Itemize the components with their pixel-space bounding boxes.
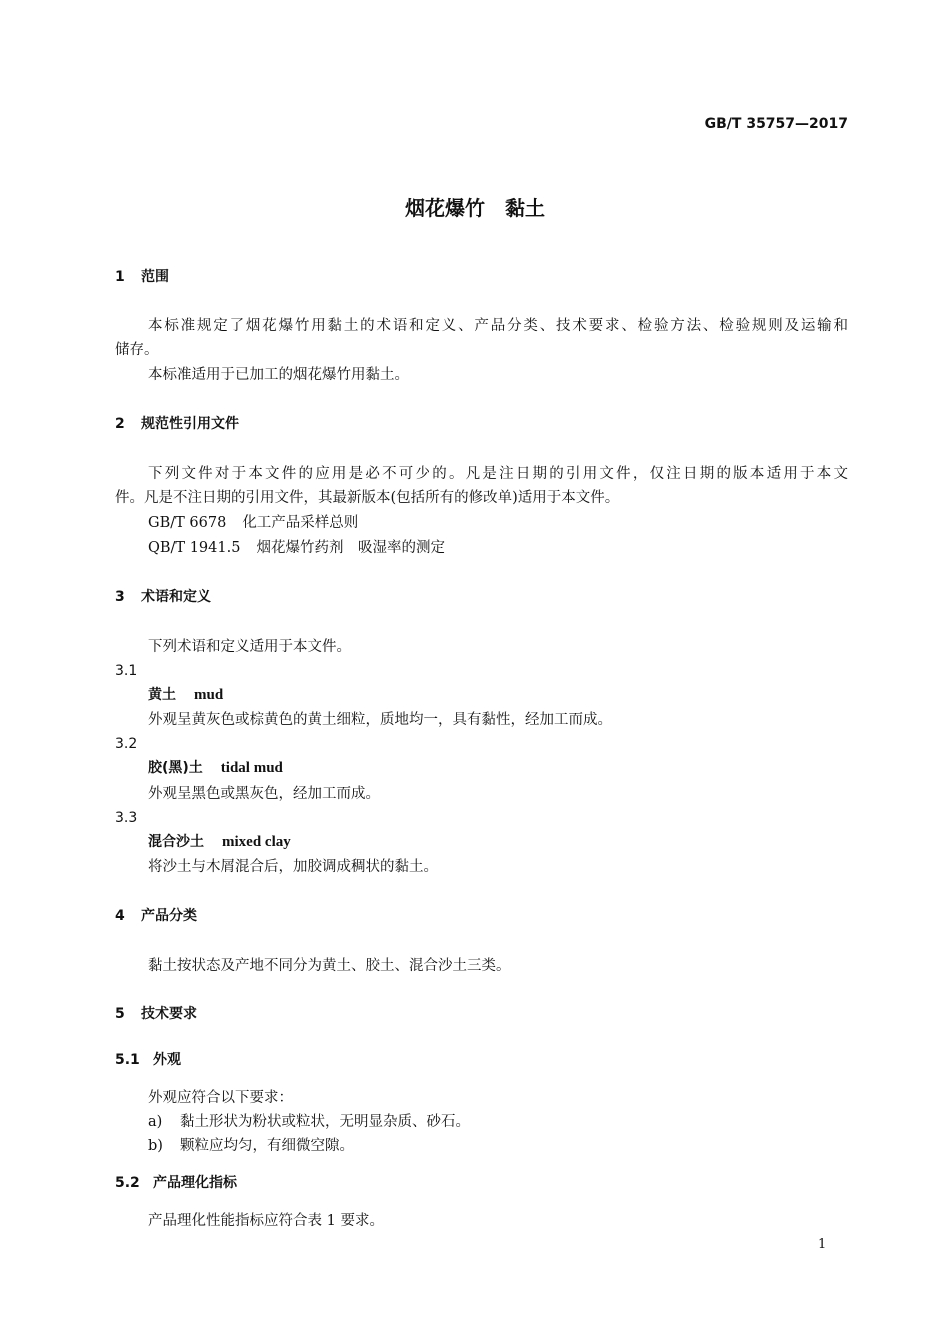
section-3-heading: 3 术语和定义 — [115, 589, 211, 605]
doc-code: GB/T 35757—2017 — [704, 116, 848, 132]
paragraph-line: 储存。 — [115, 342, 159, 358]
section-4-heading: 4 产品分类 — [115, 908, 197, 924]
section-1-heading: 1 范围 — [115, 269, 169, 285]
term-number: 3.1 — [115, 663, 138, 679]
paragraph-line: 件。凡是不注日期的引用文件，其最新版本(包括所有的修改单)适用于本文件。 — [115, 490, 620, 506]
term-title: 混合沙土 mixed clay — [148, 834, 291, 850]
reference-item: QB/T 1941.5 烟花爆竹药剂 吸湿率的测定 — [148, 540, 445, 556]
section-5-2-heading: 5.2 产品理化指标 — [115, 1175, 237, 1191]
list-item: b) 颗粒应均匀，有细微空隙。 — [148, 1138, 354, 1154]
paragraph: 黏土按状态及产地不同分为黄土、胶土、混合沙土三类。 — [148, 958, 511, 974]
page-number: 1 — [818, 1237, 827, 1252]
term-number: 3.3 — [115, 810, 138, 826]
paragraph: 外观应符合以下要求： — [148, 1090, 293, 1106]
term-title: 胶(黑)土 tidal mud — [148, 760, 283, 776]
paragraph: 产品理化性能指标应符合表 1 要求。 — [148, 1213, 384, 1229]
paragraph: 本标准适用于已加工的烟花爆竹用黏土。 — [148, 367, 409, 383]
paragraph-line: 下列文件对于本文件的应用是必不可少的。凡是注日期的引用文件，仅注日期的版本适用于本文 — [148, 466, 848, 482]
term-definition: 将沙土与木屑混合后，加胶调成稠状的黏土。 — [148, 859, 438, 875]
section-2-heading: 2 规范性引用文件 — [115, 416, 239, 432]
page-title: 烟花爆竹 黏土 — [405, 196, 545, 220]
list-item: a) 黏土形状为粉状或粒状，无明显杂质、砂石。 — [148, 1114, 470, 1130]
section-5-1-heading: 5.1 外观 — [115, 1052, 181, 1068]
paragraph-line: 本标准规定了烟花爆竹用黏土的术语和定义、产品分类、技术要求、检验方法、检验规则及运输和 — [148, 318, 848, 334]
term-title: 黄土 mud — [148, 687, 224, 703]
reference-item: GB/T 6678 化工产品采样总则 — [148, 515, 359, 531]
paragraph: 下列术语和定义适用于本文件。 — [148, 639, 351, 655]
term-number: 3.2 — [115, 736, 138, 752]
section-5-heading: 5 技术要求 — [115, 1006, 197, 1022]
term-definition: 外观呈黄灰色或棕黄色的黄土细粒，质地均一，具有黏性，经加工而成。 — [148, 712, 612, 728]
term-definition: 外观呈黑色或黑灰色，经加工而成。 — [148, 786, 380, 802]
